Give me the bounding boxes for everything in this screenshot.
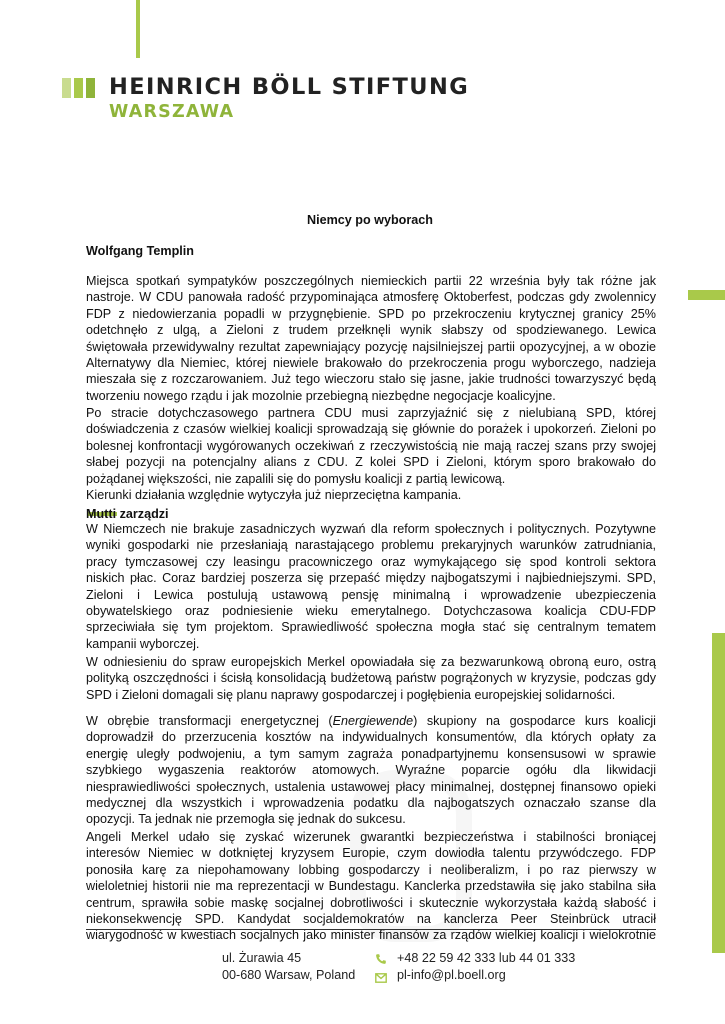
logo-square-dark bbox=[86, 78, 95, 98]
paragraph-4 bbox=[86, 654, 656, 703]
text-line: Alternatywy dla Niemiec, której niewiele brakowało do przekroczenia progu wyborczego, nadzieja bbox=[86, 356, 656, 371]
email-address[interactable]: pl-info@pl.boell.org bbox=[397, 968, 506, 982]
text-line: świętowała przewidywalny rezultat zapewniający pozycję najsilniejszej partii opozycyjnej, a w obozie bbox=[86, 339, 656, 354]
address-street: ul. Żurawia 45 bbox=[222, 951, 302, 965]
text-line: Kierunki działania względnie wytyczyła już nieprzeciętna kampania. bbox=[86, 488, 462, 503]
text-line: SPD i Zieloni domagali się planu naprawy gospodarczej i pogłębienia europejskiej solidarności. bbox=[86, 687, 616, 702]
text-line: pożądanej większości, nie zapalili się do pomysłu koalicji z partią lewicową. bbox=[86, 471, 506, 486]
text-line: bolesnej konfrontacji wygórowanych oczekiwań z rzeczywistością nie mają raczej szans przy swojej bbox=[86, 438, 656, 453]
text-line: nastroje. W CDU panowała radość przypominająca atmosferę Oktoberfest, podczas gdy zwolennicy bbox=[86, 290, 656, 305]
text-line: pracy tymczasowej czy leasingu pracowniczego oraz wymykającego się spod kontroli sektora bbox=[86, 554, 656, 569]
text-line: opozycji. Ta jednak nie przemogła się jednak do sukcesu. bbox=[86, 812, 406, 827]
text-line: energię uległy podwojeniu, a tym samym zagraża ponadpartyjnemu konsensusowi w sprawie bbox=[86, 746, 656, 761]
text-line: ponosiła karę za niepohamowany lobbing gospodarczy i neoliberalizm, i po raz pierwszy w bbox=[86, 862, 656, 877]
text-line: interesów Niemiec w dotkniętej kryzysem Europie, czym dowiodła talentu przywódczego. FDP bbox=[86, 846, 656, 861]
text-line: wieloletniej historii nie ma reprezentacji w Bundestagu. Kanclerka przedstawiła się jako stabilna siła bbox=[86, 879, 656, 894]
footer-divider bbox=[86, 929, 656, 930]
text-line: niesprawiedliwości społecznych, ustalenia ustawowej płacy minimalnej, dostępnej finansowo opieki bbox=[86, 779, 656, 794]
paragraph-3 bbox=[86, 521, 656, 652]
paragraph-5 bbox=[86, 713, 656, 828]
text-line: niskich płac. Coraz bardziej poszerza się przepaść między najbogatszymi i najbiedniejszymi. SPD, bbox=[86, 571, 656, 586]
logo-square-mid bbox=[74, 78, 83, 98]
document-author: Wolfgang Templin bbox=[86, 244, 194, 258]
envelope-icon bbox=[375, 970, 387, 988]
logo-square-light bbox=[62, 78, 71, 98]
paragraph-1 bbox=[86, 273, 656, 404]
text-line: wyniki gospodarki nie przesłaniają narastającego problemu prekaryjnych warunków zatrudniania, bbox=[86, 538, 656, 553]
right-accent-bar bbox=[688, 290, 725, 300]
text-line: centrum, sprawiła sobie maskę socjalnej dobrotliwości i skutecznie wykorzystała każdą słabość i bbox=[86, 895, 656, 910]
text-line: W odniesieniu do spraw europejskich Merkel opowiadała się za bezwarunkową obroną euro, ostrą bbox=[86, 655, 656, 669]
text-line: niekonsekwencję SPD. Kandydat socjaldemokratów na kanclerza Peer Steinbrück utracił bbox=[86, 912, 656, 927]
text-line: W Niemczech nie brakuje zasadniczych wyzwań dla reform społecznych i politycznych. Pozytywne bbox=[86, 522, 656, 536]
logo-city: WARSZAWA bbox=[109, 102, 235, 122]
subheading: Mutti zarządzi bbox=[86, 507, 169, 521]
text-line: obywatelskiego oraz podniesienie wieku emerytalnego. Dotychczasowa koalicja CDU-FDP bbox=[86, 604, 656, 619]
text-line: sprzeciwiała się tym projektom. Sprawiedliwość społeczna mogła stać się centralnym tematem bbox=[86, 620, 656, 635]
text-line: kampanii wyborczej. bbox=[86, 636, 200, 651]
paragraph-6 bbox=[86, 829, 656, 944]
address-city: 00-680 Warsaw, Poland bbox=[222, 968, 356, 982]
text-line: szybkiego wygaszenia reaktorów atomowych. Wyraźne poparcie ogółu dla likwidacji bbox=[86, 763, 656, 778]
text-line: odetchnęło z ulgą, a Zieloni z trudem przełknęli wynik słabszy od spodziewanego. Lewica bbox=[86, 323, 656, 338]
right-side-stripe bbox=[712, 633, 725, 953]
document-title: Niemcy po wyborach bbox=[307, 213, 433, 227]
text-line: Zieloni i Lewica postulują ustawową pensję minimalną i wprowadzenie ubezpieczenia bbox=[86, 587, 656, 602]
text-line: FDP z niedowierzania popadli w przygnębienie. SPD po przekroczeniu krytycznej granicy 25% bbox=[86, 306, 656, 321]
logo-squares bbox=[62, 78, 102, 98]
text-line: doprowadził do przerzucenia kosztów na indywidualnych konsumentów, dla których opłaty za bbox=[86, 730, 656, 745]
text-line: doświadczenia z czasów wielkiej koalicji sprowadzają się głównie do porażek i upokorzeń. Zieloni po bbox=[86, 422, 656, 437]
top-accent-bar bbox=[136, 0, 140, 58]
text-line: słabej pozycji na potencjalny alians z CDU. Z kolei SPD i Zieloni, którym sporo brakowało do bbox=[86, 455, 656, 470]
phone-number[interactable]: +48 22 59 42 333 lub 44 01 333 bbox=[397, 951, 576, 965]
text-line: Angeli Merkel udało się zyskać wizerunek gwarantki bezpieczeństwa i stabilności broniącej bbox=[86, 830, 656, 844]
text-line: tworzeniu nowego rządu i jak mozolnie przebiegną niezbędne negocjacje koalicyjne. bbox=[86, 388, 556, 403]
text-line: W obrębie transformacji energetycznej (Energiewende) skupiony na gospodarce kurs koalicji bbox=[86, 714, 656, 728]
text-line: medycznej dla wszystkich i wprowadzenia podatku dla najbogatszych oznaczało szanse dla bbox=[86, 796, 656, 811]
paragraph-2 bbox=[86, 405, 656, 503]
text-line: Po stracie dotychczasowego partnera CDU musi zaprzyjaźnić się z nielubianą SPD, której bbox=[86, 406, 656, 420]
text-line: wiarygodność w kwestiach socjalnych jako minister finansów za rządów wielkiej koalicji i wielokrotnie bbox=[86, 928, 656, 943]
text-line: Miejsca spotkań sympatyków poszczególnych niemieckich partii 22 września były tak różne jak bbox=[86, 274, 656, 288]
text-line: polityką oszczędności i ścisłą konsolidacją budżetową państw pogrążonych w kryzysie, podczas gdy bbox=[86, 671, 656, 686]
logo-name: HEINRICH BÖLL STIFTUNG bbox=[109, 74, 470, 100]
phone-icon bbox=[375, 952, 387, 970]
text-line: mieszała się z rozczarowaniem. Już tego wieczoru stało się jasne, jakie trudności towarzyszyć będą bbox=[86, 372, 656, 387]
foreign-term: Energiewende bbox=[332, 714, 414, 728]
